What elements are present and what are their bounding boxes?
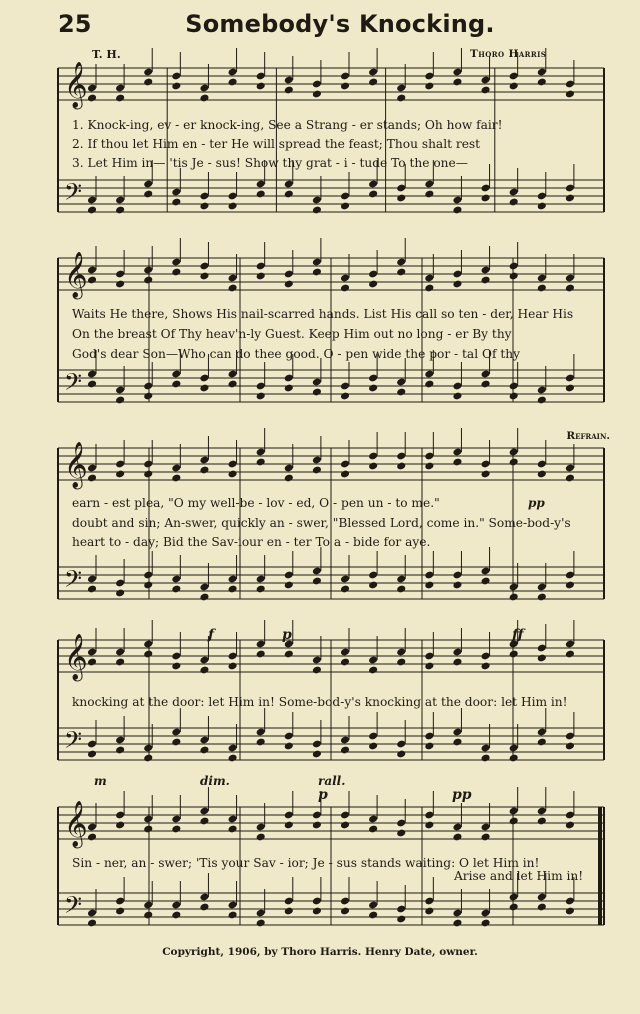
- note-head: [143, 825, 153, 834]
- note-head: [340, 392, 350, 401]
- note-head: [340, 585, 350, 594]
- note-head: [537, 738, 547, 747]
- note-head: [199, 384, 209, 393]
- note-head: [199, 593, 209, 602]
- note-head: [228, 284, 238, 293]
- dynamic-mark: p: [282, 627, 292, 643]
- note-head: [199, 94, 209, 103]
- note-head: [424, 380, 434, 389]
- note-head: [340, 82, 350, 91]
- bass-clef-icon: 𝄢: [64, 726, 83, 759]
- note-head: [565, 90, 575, 99]
- note-head: [537, 470, 547, 479]
- note-head: [87, 919, 97, 928]
- note-head: [87, 833, 97, 842]
- note-head: [509, 272, 519, 281]
- note-head: [396, 585, 406, 594]
- note-head: [312, 821, 322, 830]
- note-head: [509, 392, 519, 401]
- hymn-number: 25: [58, 10, 92, 38]
- lyric-line: 1. Knock-ing, ev - er knock-ing, See a Strang - er stands; Oh how fair!: [72, 118, 503, 132]
- note-head: [312, 268, 322, 277]
- note-head: [481, 833, 491, 842]
- note-head: [424, 821, 434, 830]
- note-head: [143, 190, 153, 199]
- lyric-line: 3. Let Him in— 'tis Je - sus! Show thy grat - i - tude To the one—: [72, 156, 468, 170]
- note-head: [481, 577, 491, 586]
- note-head: [228, 754, 238, 763]
- copyright-notice: Copyright, 1906, by Thoro Harris. Henry Date, owner.: [162, 946, 478, 958]
- note-head: [256, 82, 266, 91]
- note-head: [256, 458, 266, 467]
- dynamic-mark: f: [208, 627, 215, 643]
- note-head: [199, 903, 209, 912]
- note-head: [312, 666, 322, 675]
- note-head: [312, 750, 322, 759]
- note-head: [115, 746, 125, 755]
- note-head: [452, 833, 462, 842]
- note-head: [424, 662, 434, 671]
- note-head: [424, 581, 434, 590]
- note-head: [171, 911, 181, 920]
- note-head: [509, 650, 519, 659]
- note-head: [87, 474, 97, 483]
- note-head: [199, 817, 209, 826]
- note-head: [284, 821, 294, 830]
- note-head: [284, 190, 294, 199]
- note-head: [481, 754, 491, 763]
- note-head: [340, 746, 350, 755]
- note-head: [424, 284, 434, 293]
- note-head: [565, 581, 575, 590]
- composer: Thoro Harris: [470, 48, 547, 60]
- note-head: [509, 817, 519, 826]
- note-head: [481, 276, 491, 285]
- note-head: [171, 198, 181, 207]
- note-head: [284, 384, 294, 393]
- note-head: [143, 581, 153, 590]
- note-head: [368, 280, 378, 289]
- note-head: [284, 742, 294, 751]
- note-head: [87, 276, 97, 285]
- note-head: [452, 392, 462, 401]
- note-head: [537, 817, 547, 826]
- treble-clef-icon: 𝄞: [64, 252, 88, 298]
- note-head: [171, 82, 181, 91]
- note-head: [424, 907, 434, 916]
- note-head: [340, 658, 350, 667]
- note-head: [115, 821, 125, 830]
- note-head: [509, 903, 519, 912]
- note-head: [228, 202, 238, 211]
- note-head: [340, 284, 350, 293]
- note-head: [396, 194, 406, 203]
- note-head: [284, 650, 294, 659]
- lyric-line: Sin - ner, an - swer; 'Tis your Sav - ior; Je - sus stands waiting: O let Him in!: [72, 856, 540, 870]
- note-head: [481, 194, 491, 203]
- lyric-line: On the breast Of Thy heav'n-ly Guest. Keep Him out no long - er By thy: [72, 327, 512, 341]
- note-head: [368, 742, 378, 751]
- dynamic-mark: pp: [528, 496, 545, 510]
- note-head: [171, 825, 181, 834]
- note-head: [509, 198, 519, 207]
- note-head: [87, 380, 97, 389]
- note-head: [565, 384, 575, 393]
- note-head: [284, 907, 294, 916]
- note-head: [368, 666, 378, 675]
- note-head: [452, 581, 462, 590]
- dynamic-mark: pp: [452, 787, 472, 803]
- note-head: [115, 470, 125, 479]
- note-head: [284, 581, 294, 590]
- note-head: [565, 474, 575, 483]
- note-head: [424, 82, 434, 91]
- lyric-line: heart to - day; Bid the Sav-iour en - ter To a - bide for aye.: [72, 535, 431, 549]
- note-head: [312, 466, 322, 475]
- note-head: [199, 272, 209, 281]
- note-head: [312, 90, 322, 99]
- lyric-line: 2. If thou let Him en - ter He will spread the feast; Thou shalt rest: [72, 137, 481, 151]
- note-head: [396, 658, 406, 667]
- note-head: [340, 821, 350, 830]
- note-head: [199, 666, 209, 675]
- dynamic-mark: m: [94, 774, 107, 788]
- note-head: [396, 268, 406, 277]
- note-head: [228, 78, 238, 87]
- note-head: [537, 202, 547, 211]
- note-head: [115, 206, 125, 215]
- note-head: [396, 462, 406, 471]
- note-head: [452, 458, 462, 467]
- note-head: [171, 380, 181, 389]
- note-head: [312, 577, 322, 586]
- note-head: [171, 585, 181, 594]
- lyric-line: doubt and sin; An-swer, quickly an - swer, "Blessed Lord, come in." Some-bod-y's: [72, 516, 571, 530]
- treble-clef-icon: 𝄞: [64, 634, 88, 680]
- note-head: [256, 585, 266, 594]
- lyric-line: Waits He there, Shows His nail-scarred hands. List His call so ten - der, Hear His: [72, 307, 574, 321]
- note-head: [228, 911, 238, 920]
- note-head: [509, 458, 519, 467]
- treble-clef-icon: 𝄞: [64, 62, 88, 108]
- note-head: [537, 903, 547, 912]
- note-head: [228, 470, 238, 479]
- note-head: [312, 388, 322, 397]
- note-head: [396, 94, 406, 103]
- note-head: [115, 94, 125, 103]
- lyric-line: God's dear Son—Who can do thee good. O - pen wide the por - tal Of thy: [72, 347, 520, 361]
- note-head: [424, 190, 434, 199]
- bass-clef-icon: 𝄢: [64, 368, 83, 401]
- note-head: [87, 658, 97, 667]
- note-head: [115, 907, 125, 916]
- note-head: [396, 388, 406, 397]
- note-head: [256, 738, 266, 747]
- note-head: [171, 268, 181, 277]
- note-head: [565, 821, 575, 830]
- note-head: [368, 462, 378, 471]
- note-head: [424, 462, 434, 471]
- note-head: [452, 658, 462, 667]
- note-head: [171, 662, 181, 671]
- bass-clef-icon: 𝄢: [64, 891, 83, 924]
- note-head: [256, 919, 266, 928]
- note-head: [537, 78, 547, 87]
- dynamic-mark: rall.: [318, 774, 346, 788]
- note-head: [396, 915, 406, 924]
- note-head: [368, 78, 378, 87]
- note-head: [537, 654, 547, 663]
- note-head: [368, 190, 378, 199]
- note-head: [199, 746, 209, 755]
- note-head: [199, 466, 209, 475]
- note-head: [256, 272, 266, 281]
- lyricist: T. H.: [92, 48, 121, 61]
- treble-clef-icon: 𝄞: [64, 801, 88, 847]
- note-head: [452, 919, 462, 928]
- note-head: [424, 742, 434, 751]
- note-head: [481, 662, 491, 671]
- note-head: [537, 593, 547, 602]
- lyric-line: earn - est plea, "O my well-be - lov - ed, O - pen un - to me.": [72, 496, 440, 510]
- note-head: [565, 650, 575, 659]
- note-head: [256, 190, 266, 199]
- note-head: [368, 825, 378, 834]
- note-head: [481, 919, 491, 928]
- note-head: [537, 284, 547, 293]
- lyric-line: knocking at the door: let Him in! Some-bod-y's knocking at the door: let Him in!: [72, 695, 568, 709]
- note-head: [199, 202, 209, 211]
- note-head: [565, 284, 575, 293]
- note-head: [143, 911, 153, 920]
- note-head: [481, 470, 491, 479]
- note-head: [143, 78, 153, 87]
- note-head: [509, 82, 519, 91]
- note-head: [228, 825, 238, 834]
- treble-clef-icon: 𝄞: [64, 442, 88, 488]
- note-head: [115, 396, 125, 405]
- bass-clef-icon: 𝄢: [64, 178, 83, 211]
- note-head: [368, 384, 378, 393]
- note-head: [537, 396, 547, 405]
- note-head: [143, 650, 153, 659]
- note-head: [87, 206, 97, 215]
- note-head: [481, 380, 491, 389]
- note-head: [115, 589, 125, 598]
- note-head: [256, 833, 266, 842]
- note-head: [143, 754, 153, 763]
- note-head: [340, 470, 350, 479]
- note-head: [171, 474, 181, 483]
- note-head: [256, 392, 266, 401]
- dynamic-mark: ff: [512, 627, 524, 643]
- note-head: [143, 470, 153, 479]
- note-head: [481, 86, 491, 95]
- note-head: [87, 585, 97, 594]
- note-head: [509, 754, 519, 763]
- note-head: [284, 280, 294, 289]
- note-head: [565, 194, 575, 203]
- note-head: [171, 738, 181, 747]
- note-head: [228, 585, 238, 594]
- note-head: [509, 593, 519, 602]
- note-head: [452, 206, 462, 215]
- note-head: [87, 94, 97, 103]
- note-head: [143, 276, 153, 285]
- note-head: [284, 474, 294, 483]
- note-head: [565, 742, 575, 751]
- alt-ending-lyric: Arise and let Him in!: [454, 869, 584, 883]
- note-head: [143, 392, 153, 401]
- note-head: [228, 380, 238, 389]
- note-head: [368, 911, 378, 920]
- note-head: [396, 829, 406, 838]
- note-head: [312, 907, 322, 916]
- note-head: [228, 662, 238, 671]
- dynamic-mark: p: [318, 787, 328, 803]
- note-head: [115, 658, 125, 667]
- note-head: [452, 738, 462, 747]
- note-head: [452, 280, 462, 289]
- note-head: [340, 202, 350, 211]
- note-head: [256, 650, 266, 659]
- note-head: [284, 86, 294, 95]
- refrain-label: Refrain.: [566, 430, 610, 442]
- hymn-title: Somebody's Knocking.: [185, 10, 495, 38]
- note-head: [565, 907, 575, 916]
- note-head: [87, 750, 97, 759]
- bass-clef-icon: 𝄢: [64, 565, 83, 598]
- note-head: [368, 581, 378, 590]
- note-head: [312, 206, 322, 215]
- dynamic-mark: dim.: [200, 774, 230, 788]
- note-head: [115, 280, 125, 289]
- note-head: [396, 750, 406, 759]
- note-head: [452, 78, 462, 87]
- note-head: [340, 907, 350, 916]
